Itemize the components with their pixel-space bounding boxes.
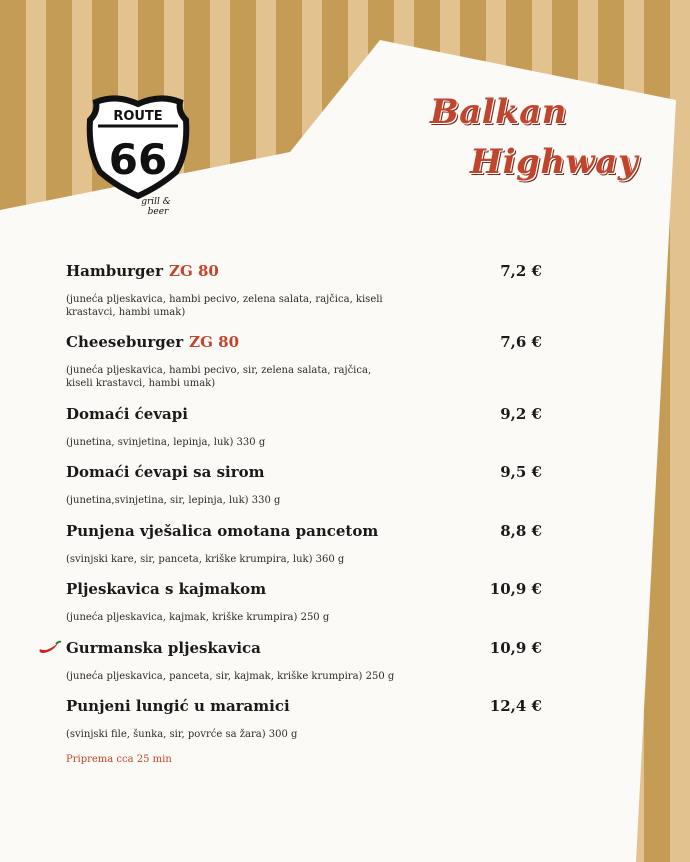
route-66-logo bbox=[86, 92, 190, 222]
item-description: (juneća pljeskavica, hambi pecivo, sir, zelena salata, rajčica, kiseli krastavci, hambi umak) bbox=[66, 365, 372, 389]
item-name: Domaći ćevapi sa sirom bbox=[66, 463, 265, 481]
item-name: Punjeni lungić u maramici bbox=[66, 697, 290, 715]
menu-item bbox=[66, 580, 542, 624]
menu-item bbox=[66, 522, 542, 566]
item-name: Punjena vješalica omotana pancetom bbox=[66, 522, 379, 540]
title-line-2: Highway bbox=[470, 142, 639, 182]
item-tag: ZG 80 bbox=[169, 262, 219, 280]
menu-item bbox=[66, 697, 542, 741]
item-name: Hamburger ZG 80 bbox=[66, 262, 219, 280]
item-description: (svinjski kare, sir, panceta, kriške krumpira, luk) 360 g bbox=[66, 554, 345, 565]
menu-item bbox=[66, 262, 542, 319]
item-price: 7,2 € bbox=[500, 262, 542, 280]
item-price: 7,6 € bbox=[500, 333, 542, 351]
preparation-note: Priprema cca 25 min bbox=[66, 754, 172, 765]
item-name: Domaći ćevapi bbox=[66, 405, 188, 423]
menu-item bbox=[66, 463, 542, 507]
item-price: 10,9 € bbox=[489, 580, 542, 598]
item-description: (junetina,svinjetina, sir, lepinja, luk) 330 g bbox=[66, 495, 281, 506]
item-name: Cheeseburger ZG 80 bbox=[66, 333, 240, 351]
menu-item bbox=[66, 333, 542, 390]
menu-item bbox=[66, 639, 542, 683]
item-price: 8,8 € bbox=[500, 522, 542, 540]
item-price: 9,2 € bbox=[500, 405, 542, 423]
route-number: 66 bbox=[108, 135, 168, 184]
item-name: Pljeskavica s kajmakom bbox=[66, 580, 267, 598]
item-description: (juneća pljeskavica, kajmak, kriške krumpira) 250 g bbox=[66, 612, 330, 623]
item-price: 12,4 € bbox=[489, 697, 542, 715]
item-description: (juneća pljeskavica, hambi pecivo, zelena salata, rajčica, kiseli krastavci, hambi umak) bbox=[66, 294, 383, 318]
tagline-2: beer bbox=[147, 207, 169, 217]
tagline-1: grill & bbox=[141, 197, 171, 207]
item-description: (junetina, svinjetina, lepinja, luk) 330 g bbox=[66, 437, 266, 448]
chili-pepper-icon bbox=[36, 639, 62, 655]
menu-item bbox=[66, 405, 542, 449]
route-label: ROUTE bbox=[113, 109, 163, 124]
item-price: 10,9 € bbox=[489, 639, 542, 657]
item-price: 9,5 € bbox=[500, 463, 542, 481]
item-description: (svinjski file, šunka, sir, povrće sa žara) 300 g bbox=[66, 729, 298, 740]
item-name: Gurmanska pljeskavica bbox=[66, 639, 261, 657]
item-tag: ZG 80 bbox=[189, 333, 240, 351]
item-description: (juneća pljeskavica, panceta, sir, kajmak, kriške krumpira) 250 g bbox=[66, 671, 395, 682]
title-line-1: Balkan bbox=[430, 92, 567, 132]
